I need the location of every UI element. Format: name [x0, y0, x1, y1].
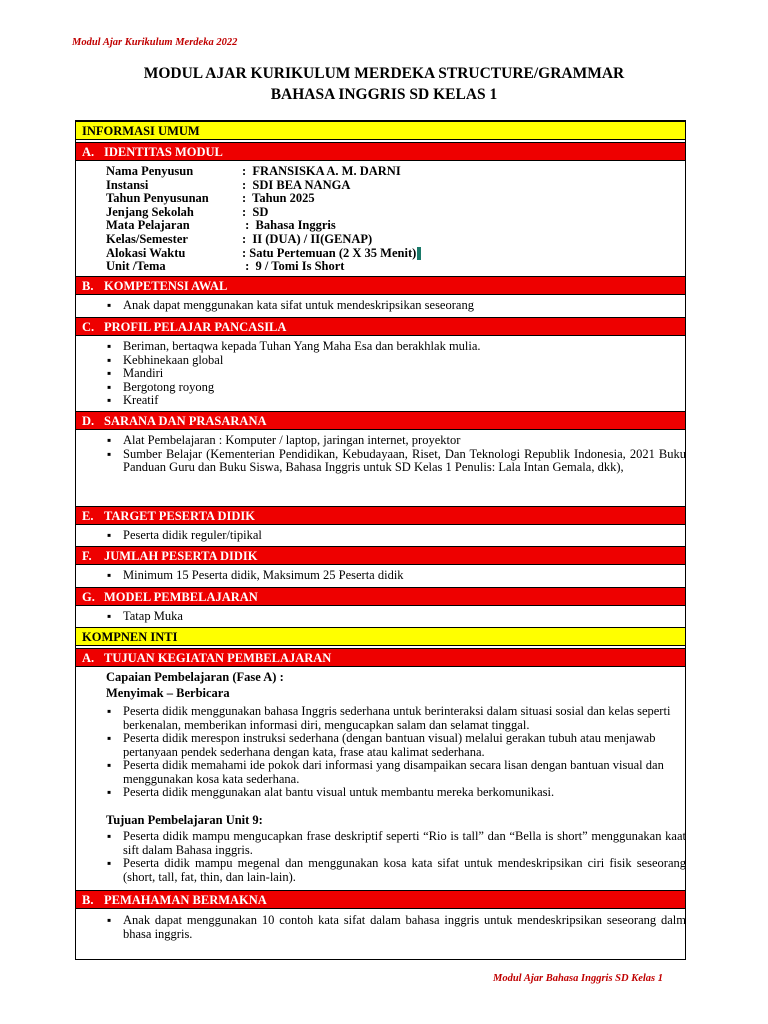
section-label: TARGET PESERTA DIDIK: [104, 509, 255, 523]
section-label: TUJUAN KEGIATAN PEMBELAJARAN: [104, 651, 332, 665]
sarana-list: [106, 434, 686, 475]
field-label: Kelas/Semester: [106, 231, 188, 246]
field-value: : SDI BEA NANGA: [242, 177, 351, 192]
section-model-pembelajaran: [76, 587, 685, 606]
section-pemahaman-bermakna: [76, 890, 685, 909]
list-item: ▪ Bergotong royong: [106, 381, 686, 395]
section-label: KOMPNEN INTI: [82, 630, 178, 644]
section-number: B.: [82, 279, 94, 293]
identitas-row: [106, 247, 421, 261]
field-label: Unit /Tema: [106, 259, 166, 274]
field-value: : SD: [242, 204, 269, 219]
field-value: : Bahasa Inggris: [242, 218, 336, 233]
tujuan-unit-heading: Tujuan Pembelajaran Unit 9:: [106, 813, 263, 827]
list-item: ▪ Anak dapat menggunakan kata sifat untuk mendeskripsikan seseorang: [106, 299, 686, 313]
list-item: ▪ Minimum 15 Peserta didik, Maksimum 25 Peserta didik: [106, 569, 686, 583]
tujuan-unit-list: [106, 830, 686, 884]
section-kompetensi-awal: [76, 276, 685, 295]
section-number: A.: [82, 651, 95, 665]
field-label: Alokasi Waktu: [106, 245, 186, 260]
list-item: ▪ Peserta didik menggunakan alat bantu visual untuk membantu mereka berkomunikasi.: [106, 786, 686, 800]
section-komponen-inti: [76, 627, 685, 646]
document-subtitle: BAHASA INGGRIS SD KELAS 1: [270, 86, 498, 103]
list-item: ▪ Peserta didik mampu megenal dan menggunakan kosa kata sifat untuk mendeskripsikan ciri fisik seseorang (short, tall, fat, thin, dan lain-lain).: [106, 857, 686, 884]
field-label: Jenjang Sekolah: [106, 204, 194, 219]
list-item: ▪ Peserta didik merespon instruksi sederhana (dengan bantuan visual) melalui gerakan tubuh atau menjawab pertanyaan pendek sederhana dengan kata, frase atau kalimat sederhana.: [106, 732, 686, 759]
list-item: ▪ Kebhinekaan global: [106, 354, 686, 368]
identitas-row: [106, 165, 421, 179]
identitas-table: [106, 165, 421, 274]
capaian-heading: Capaian Pembelajaran (Fase A) :: [106, 670, 284, 684]
field-value: : 9 / Tomi Is Short: [242, 259, 345, 274]
section-informasi-umum: [76, 121, 685, 140]
section-label: JUMLAH PESERTA DIDIK: [104, 549, 258, 563]
section-label: KOMPETENSI AWAL: [104, 279, 228, 293]
identitas-row: [106, 192, 421, 206]
document-title: MODUL AJAR KURIKULUM MERDEKA STRUCTURE/GRAMMAR: [143, 65, 625, 82]
section-number: E.: [82, 509, 94, 523]
list-item: ▪ Kreatif: [106, 394, 686, 408]
field-value: : Satu Pertemuan (2 X 35 Menit): [242, 245, 417, 260]
profil-list: [106, 340, 686, 408]
section-label: INFORMASI UMUM: [82, 124, 200, 138]
section-number: A.: [82, 145, 95, 159]
identitas-row: [106, 260, 421, 274]
kompetensi-list: [106, 299, 686, 313]
jumlah-list: [106, 569, 686, 583]
section-target-peserta: [76, 506, 685, 525]
list-item: ▪ Anak dapat menggunakan 10 contoh kata sifat dalam bahasa inggris untuk mendeskripsikan seseorang dalm bhasa inggris.: [106, 914, 686, 941]
footer-note: Modul Ajar Bahasa Inggris SD Kelas 1: [493, 973, 663, 984]
section-label: PROFIL PELAJAR PANCASILA: [104, 320, 287, 334]
section-profil-pelajar: [76, 317, 685, 336]
section-sarana-prasarana: [76, 411, 685, 430]
target-list: [106, 529, 686, 543]
field-value: : II (DUA) / II(GENAP): [242, 231, 373, 246]
list-item: ▪ Beriman, bertaqwa kepada Tuhan Yang Maha Esa dan berakhlak mulia.: [106, 340, 686, 354]
field-label: Nama Penyusun: [106, 164, 194, 178]
list-item: ▪ Sumber Belajar (Kementerian Pendidikan, Kebudayaan, Riset, Dan Teknologi Republik Indonesia, 2021 Buku Panduan Guru dan Buku Siswa, Bahasa Inggris untuk SD Kelas 1 Penulis: Lala Intan Gemala, dkk),: [106, 448, 686, 475]
field-value: : FRANSISKA A. M. DARNI: [242, 164, 401, 178]
pemahaman-list: [106, 914, 686, 941]
list-item: ▪ Peserta didik mampu mengucapkan frase deskriptif seperti “Rio is tall” dan “Bella is short” menggunakan kaat sift dalam Bahasa inggris.: [106, 830, 686, 857]
list-item: ▪ Peserta didik memahami ide pokok dari informasi yang disampaikan secara lisan dengan bantuan visual dan menggunakan kosa kata sederhana.: [106, 759, 686, 786]
section-number: C.: [82, 320, 95, 334]
section-tujuan-kegiatan: [76, 648, 685, 667]
section-jumlah-peserta: [76, 546, 685, 565]
list-item: ▪ Peserta didik menggunakan bahasa Inggris sederhana untuk berinteraksi dalam situasi sosial dan kelas seperti berkenalan, memberikan informasi diri, mengucapkan salam dan selamat tinggal.: [106, 705, 686, 732]
model-list: [106, 610, 686, 624]
capaian-list: [106, 705, 686, 800]
section-number: F.: [82, 549, 92, 563]
field-value: : Tahun 2025: [242, 191, 315, 206]
list-item: ▪ Tatap Muka: [106, 610, 686, 624]
section-label: MODEL PEMBELAJARAN: [104, 590, 258, 604]
identitas-row: [106, 206, 421, 220]
section-label: SARANA DAN PRASARANA: [104, 414, 267, 428]
field-label: Instansi: [106, 177, 149, 192]
section-number: D.: [82, 414, 95, 428]
field-label: Mata Pelajaran: [106, 218, 190, 233]
list-item: ▪ Mandiri: [106, 367, 686, 381]
menyimak-heading: Menyimak – Berbicara: [106, 686, 230, 700]
field-label: Tahun Penyusunan: [106, 191, 209, 206]
section-label: IDENTITAS MODUL: [104, 145, 223, 159]
section-identitas-modul: [76, 142, 685, 161]
identitas-row: [106, 179, 421, 193]
header-note: Modul Ajar Kurikulum Merdeka 2022: [72, 37, 238, 48]
list-item: ▪ Alat Pembelajaran : Komputer / laptop, jaringan internet, proyektor: [106, 434, 686, 448]
section-number: B.: [82, 893, 94, 907]
identitas-row: [106, 233, 421, 247]
list-item: ▪ Peserta didik reguler/tipikal: [106, 529, 686, 543]
section-label: PEMAHAMAN BERMAKNA: [104, 893, 267, 907]
identitas-row: [106, 219, 421, 233]
text-cursor: [417, 247, 421, 260]
section-number: G.: [82, 590, 95, 604]
